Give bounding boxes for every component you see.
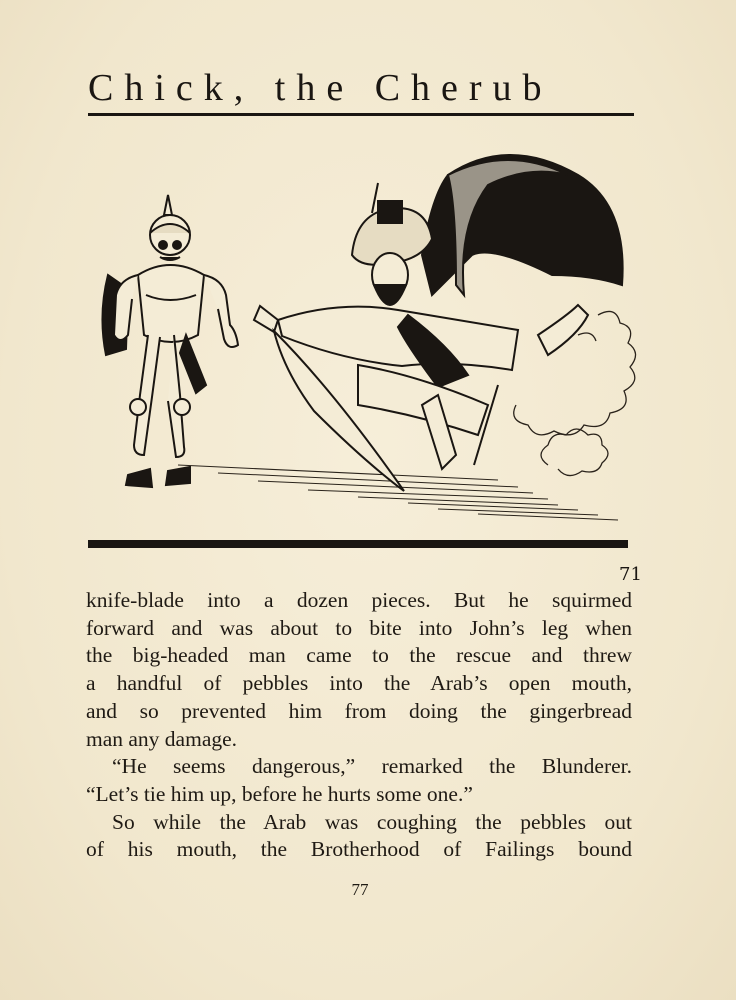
illustration [78, 135, 648, 595]
text-line: “Let’s tie him up, before he hurts some one.” [86, 781, 473, 806]
text-line: man any damage. [86, 726, 238, 751]
armored-knight-figure [102, 195, 238, 487]
text-line: “He seems dangerous,” remarked the Blunderer. [112, 754, 632, 779]
page-number: 77 [351, 880, 369, 899]
body-text [86, 587, 632, 864]
text-line: of his mouth, the Brotherhood of Failings bound [86, 837, 632, 862]
page-header [88, 66, 636, 118]
artist-signature: 71 [619, 564, 642, 585]
text-line: a handful of pebbles into the Arab’s open mouth, [86, 671, 632, 696]
text-line: the big-headed man came to the rescue and threw [86, 643, 632, 668]
flying-arab-figure [254, 155, 623, 491]
dust-cloud [514, 311, 636, 475]
text-line: and so prevented him from doing the gingerbread [86, 698, 632, 723]
ground-shading [178, 465, 618, 520]
text-line: knife-blade into a dozen pieces. But he squirmed [86, 588, 632, 612]
text-line: forward and was about to bite into John’s leg when [86, 615, 632, 640]
header-rule [88, 113, 634, 116]
text-line: So while the Arab was coughing the pebbles out [112, 809, 632, 834]
running-head: Chick, the Cherub [88, 67, 553, 109]
illustration-rule [88, 540, 628, 548]
